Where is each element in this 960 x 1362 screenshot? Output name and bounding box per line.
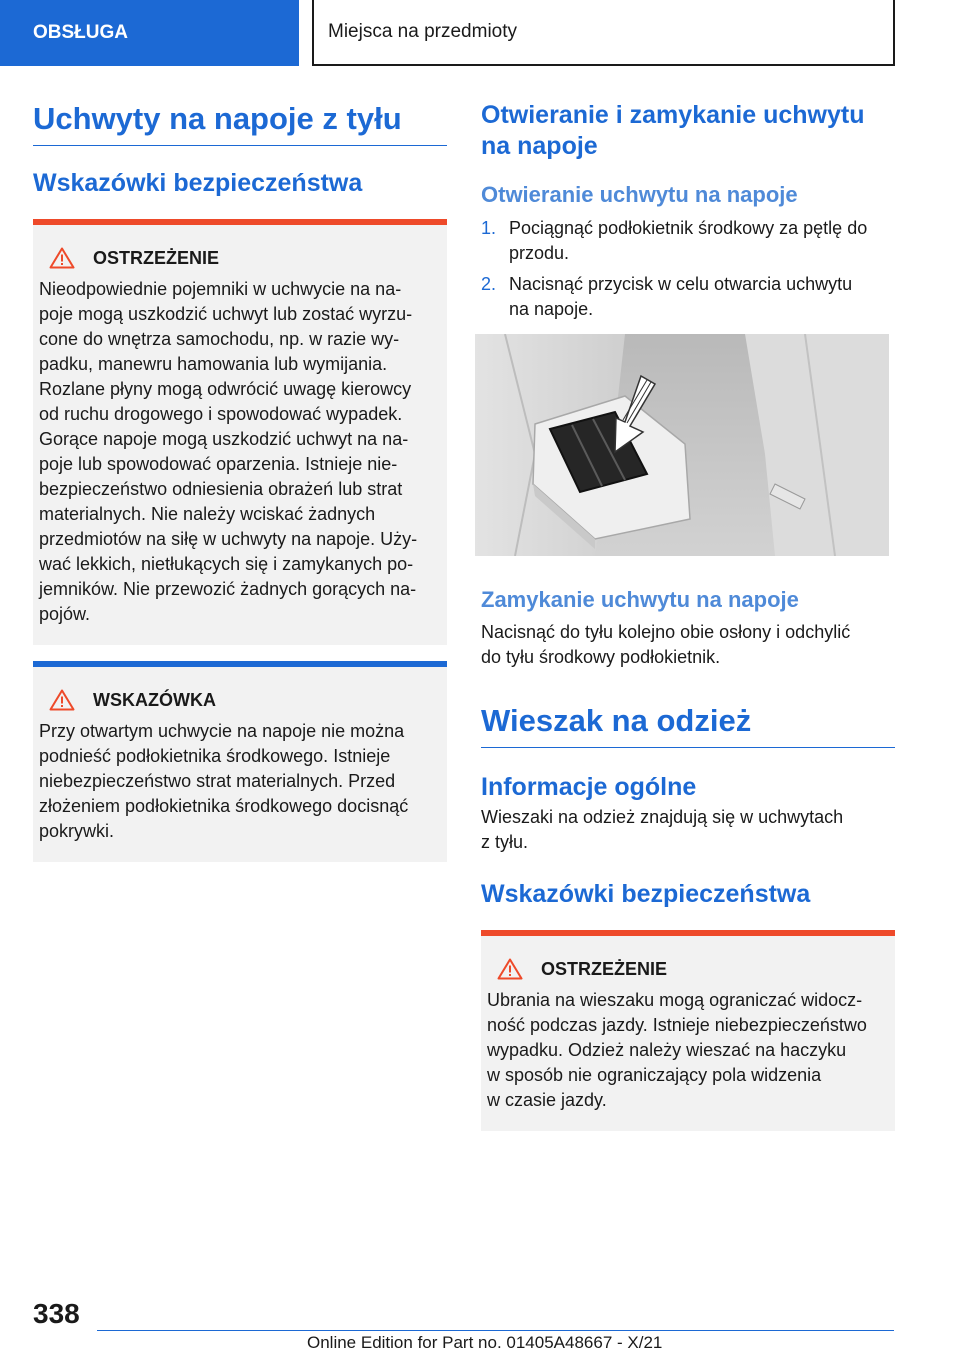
warning-box [33, 219, 447, 645]
safety-notes-heading: Wskazówki bezpieczeństwa [33, 169, 363, 198]
general-info-heading: Informacje ogólne [481, 772, 697, 801]
left-column [33, 100, 447, 862]
warning-box [481, 930, 895, 1131]
list-item [481, 216, 895, 266]
rear-cupholders-title: Uchwyty na napoje z tyłu [33, 100, 447, 146]
notice-label: WSKAZÓWKA [93, 689, 216, 710]
warning-triangle-icon [49, 689, 75, 711]
armrest-cupholder-photo [475, 334, 889, 556]
page-number: 338 [33, 1298, 80, 1329]
warning-triangle-icon [497, 958, 523, 980]
open-close-title: Otwieranie i zamykanie uchwytu na napoje [481, 101, 865, 161]
step-number: 2. [481, 274, 497, 294]
closing-text: Nacisnąć do tyłu kolejno obie osłony i odchylić do tyłu środkowy podłokietnik. [481, 621, 851, 667]
warning-label: OSTRZEŻENIE [93, 247, 220, 268]
step-text: Nacisnąć przycisk w celu otwarcia uchwytu na napoje. [509, 274, 853, 319]
list-item [481, 272, 895, 322]
warning-text: Nieodpowiednie pojemniki w uchwycie na na- poje mogą uszkodzić uchwyt lub zostać wyrzu- cone do wnętrza samochodu, np. w razie wy- padku, manewru hamowania lub wymijania. Rozlane płyny mogą odwrócić uwagę kierowcy od ruchu drogowego i spowodować wypadek. Gorące napoje mogą uszkodzić uchwyt na na- poje lub spowodować oparzenia. Istnieje nie- bezpieczeństwo odniesienia obrażeń lub strat materialnych. Nie należy wciskać żadnych przedmiotów na siłę w uchwyty na napoje. Uży- wać lekkich, nietłukących się i zamykanych po- jemników. Nie przewozić żadnych gorących na- pojów. [39, 279, 418, 625]
edition-footer: Online Edition for Part no. 01405A48667 - X/21 [307, 1333, 663, 1352]
notice-header [39, 689, 439, 711]
header-section-label: OBSŁUGA [33, 22, 128, 43]
step-text: Pociągnąć podłokietnik środkowy za pętlę do przodu. [509, 218, 868, 263]
warning-header [487, 958, 887, 980]
warning-text: Ubrania na wieszaku mogą ograniczać widocz- ność podczas jazdy. Istnieje niebezpieczeństwo wypadku. Odzież należy wieszać na haczyku w sposób nie ograniczający pola widzenia w czasie jazdy. [487, 990, 867, 1111]
header-chapter-tab[interactable] [312, 0, 895, 66]
right-column [481, 100, 895, 1131]
general-info-text: Wieszaki na odzież znajdują się w uchwytach z tyłu. [481, 806, 844, 852]
clothes-hanger-title: Wieszak na odzież [481, 702, 895, 748]
opening-heading: Otwieranie uchwytu na napoje [481, 181, 798, 207]
safety-notes-heading: Wskazówki bezpieczeństwa [481, 879, 811, 908]
header-chapter-label: Miejsca na przedmioty [328, 21, 518, 42]
notice-text: Przy otwartym uchwycie na napoje nie można podnieść podłokietnika środkowego. Istnieje niebezpieczeństwo strat materialnych. Przed złożeniem podłokietnika środkowego docisnąć pokrywki. [39, 721, 409, 842]
warning-triangle-icon [49, 247, 75, 269]
footer-divider [97, 1330, 894, 1331]
warning-header [39, 247, 439, 269]
step-number: 1. [481, 218, 497, 238]
header-section-tab[interactable] [0, 0, 299, 66]
warning-label: OSTRZEŻENIE [541, 958, 668, 979]
closing-heading: Zamykanie uchwytu na napoje [481, 587, 799, 612]
opening-steps [481, 216, 895, 322]
notice-box [33, 661, 447, 862]
